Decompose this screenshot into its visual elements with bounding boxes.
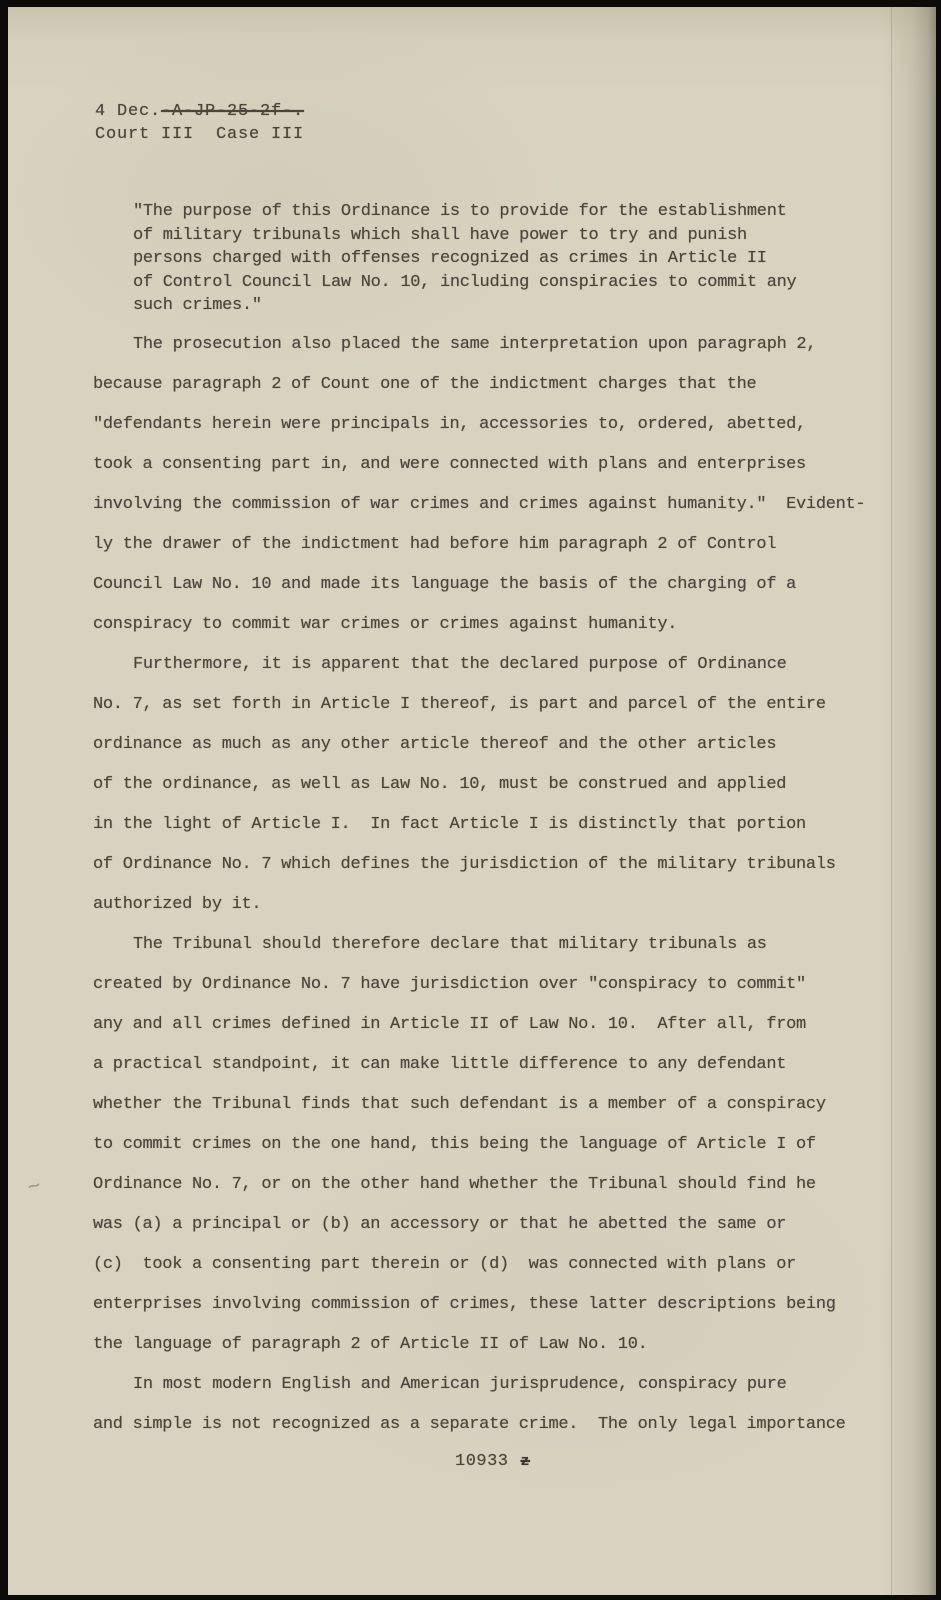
text-line: of Control Council Law No. 10, including conspiracies to commit any (133, 272, 797, 292)
paragraph (93, 1365, 865, 1445)
text-line: of Ordinance No. 7 which defines the jurisdiction of the military tribunals (93, 855, 836, 874)
scanned-document-page (8, 7, 936, 1595)
text-line: of the ordinance, as well as Law No. 10, must be construed and applied (93, 775, 787, 794)
text-line: was (a) a principal or (b) an accessory or that he abetted the same or (93, 1215, 787, 1234)
doc-id-struck-segment: -A-JP-25-2f-. (161, 102, 305, 121)
text-line: such crimes." (133, 296, 262, 315)
text-line: authorized by it. (93, 895, 262, 914)
page-footer (455, 1452, 530, 1471)
doc-id-line (95, 100, 304, 123)
text-line: enterprises involving commission of crimes, these latter descriptions being (93, 1295, 836, 1314)
text-line: a practical standpoint, it can make little difference to any defendant (93, 1055, 787, 1074)
text-line: Ordinance No. 7, or on the other hand whether the Tribunal should find he (93, 1175, 816, 1194)
margin-pencil-mark: ~ (24, 1173, 45, 1202)
text-line: ordinance as much as any other article thereof and the other articles (93, 735, 777, 754)
text-line: persons charged with offenses recognized as crimes in Article II (133, 249, 767, 268)
text-line: whether the Tribunal finds that such defendant is a member of a conspiracy (93, 1095, 826, 1114)
text-line: in the light of Article I. In fact Article I is distinctly that portion (93, 815, 806, 834)
text-line: conspiracy to commit war crimes or crimes against humanity. (93, 615, 678, 634)
text-line: of military tribunals which shall have power to try and punish (133, 225, 747, 245)
text-line: created by Ordinance No. 7 have jurisdiction over "conspiracy to commit" (93, 975, 806, 994)
quote-block (133, 200, 796, 318)
court-case-line: Court III Case III (95, 125, 305, 144)
page-number: 10933 (455, 1452, 509, 1471)
text-line: The prosecution also placed the same interpretation upon paragraph 2, (133, 335, 817, 354)
doc-id-prefix: 4 Dec. (95, 102, 162, 121)
text-line: took a consenting part in, and were connected with plans and enterprises (93, 455, 806, 474)
text-line: the language of paragraph 2 of Article II of Law No. 10. (93, 1335, 648, 1354)
document-header (95, 100, 304, 146)
body-paragraphs (93, 325, 865, 1445)
text-line: The Tribunal should therefore declare that military tribunals as (133, 935, 767, 954)
text-line: Council Law No. 10 and made its language the basis of the charging of a (93, 575, 797, 594)
text-line: involving the commission of war crimes and crimes against humanity." Evident- (93, 495, 866, 514)
text-line: In most modern English and American jurisprudence, conspiracy pure (133, 1375, 787, 1394)
text-line: (c) took a consenting part therein or (d) was connected with plans or (93, 1255, 797, 1274)
text-line: and simple is not recognized as a separate crime. The only legal importance (93, 1415, 846, 1434)
stamp-mark: z (520, 1453, 531, 1470)
text-line: "defendants herein were principals in, accessories to, ordered, abetted, (93, 415, 806, 434)
paragraph (93, 645, 865, 925)
text-line: any and all crimes defined in Article II of Law No. 10. After all, from (93, 1015, 806, 1034)
text-line: Furthermore, it is apparent that the declared purpose of Ordinance (133, 655, 787, 674)
text-line: ly the drawer of the indictment had before him paragraph 2 of Control (93, 535, 777, 554)
text-line: "The purpose of this Ordinance is to provide for the establishment (133, 202, 787, 221)
text-line: to commit crimes on the one hand, this being the language of Article I of (93, 1135, 816, 1154)
paragraph (93, 325, 865, 645)
text-line: because paragraph 2 of Count one of the indictment charges that the (93, 375, 757, 394)
text-line: No. 7, as set forth in Article I thereof, is part and parcel of the entire (93, 695, 826, 714)
paragraph (93, 925, 865, 1365)
